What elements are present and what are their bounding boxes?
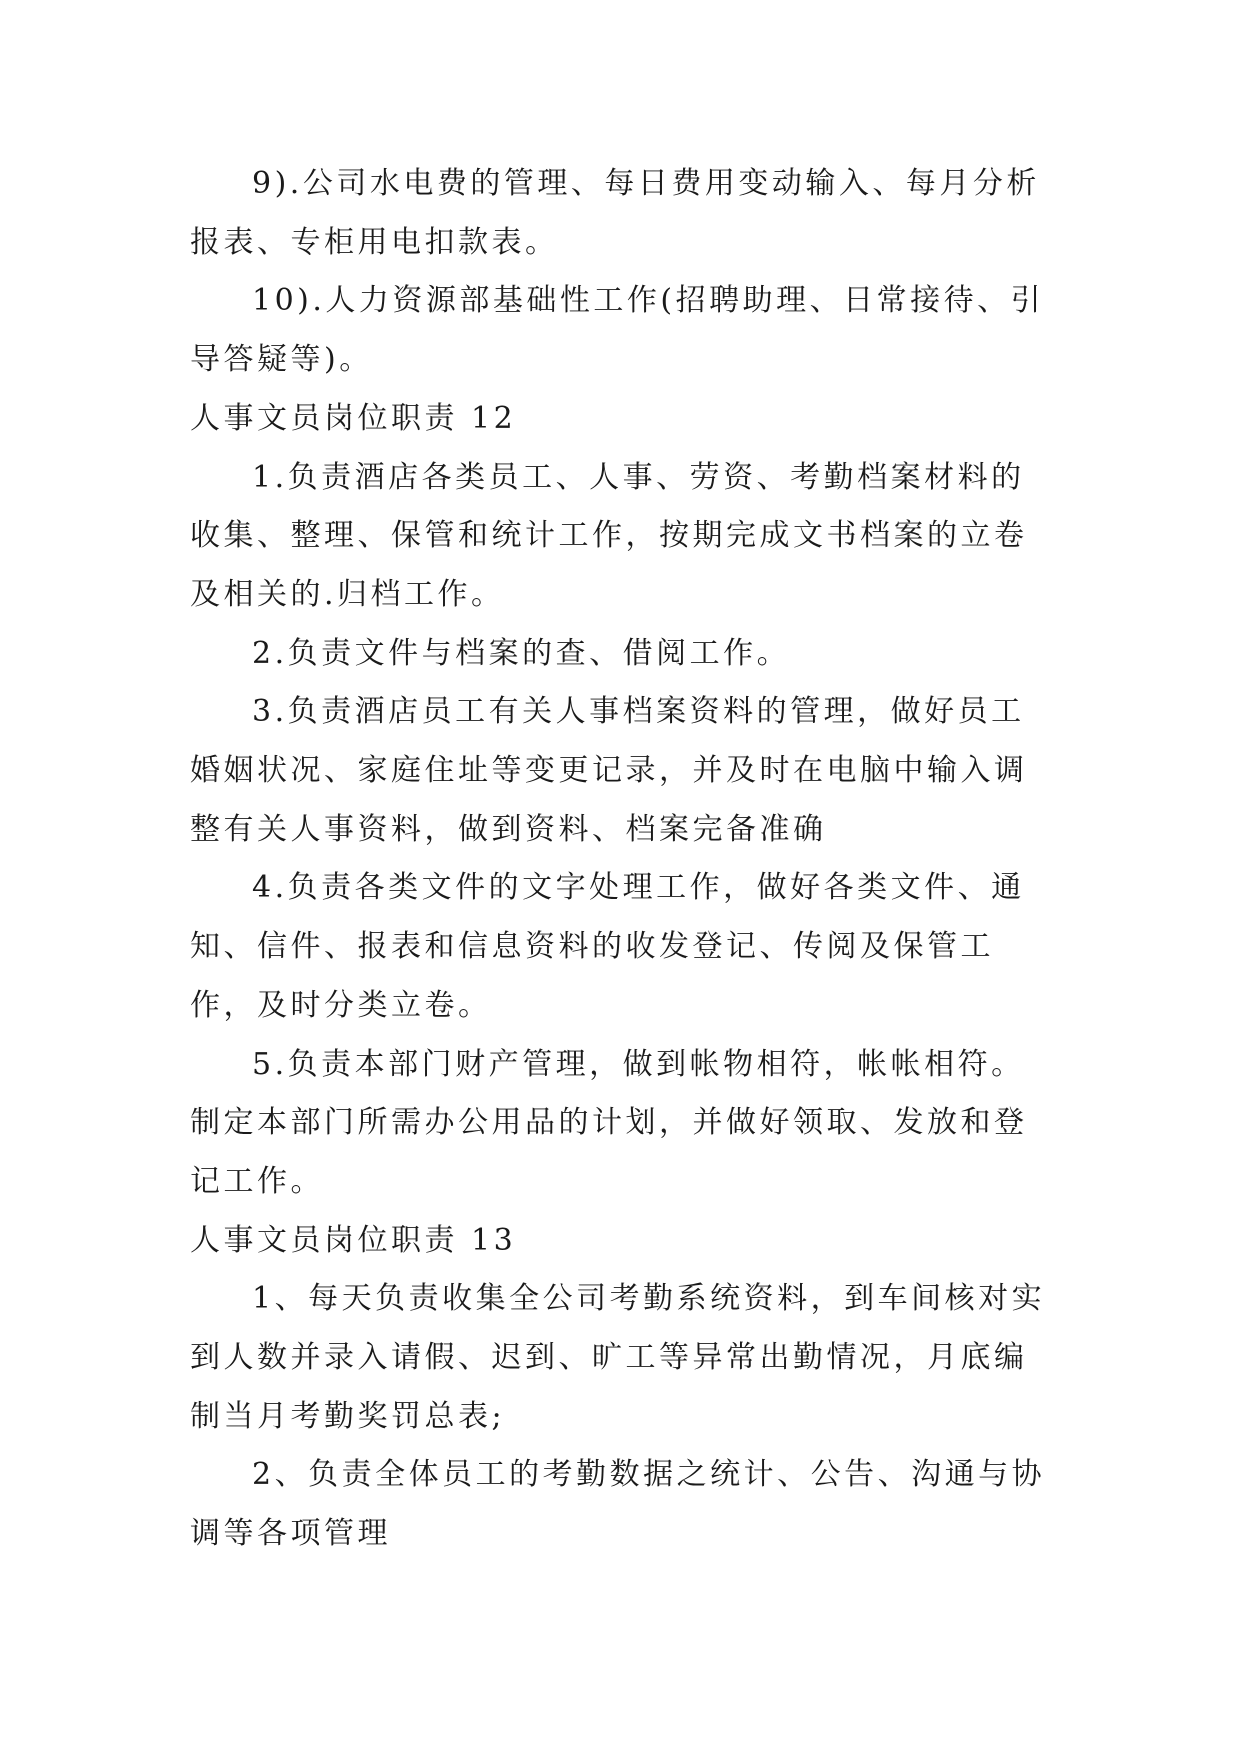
- section-heading-12: 人事文员岗位职责 12: [190, 400, 517, 436]
- paragraph-attendance-2: 2、负责全体员工的考勤数据之统计、公告、沟通与协调等各项管理: [190, 1457, 1046, 1552]
- paragraph-duty-3: 3.负责酒店员工有关人事档案资料的管理，做好员工婚姻状况、家庭住址等变更记录，并及时在电脑中输入调整有关人事资料，做到资料、档案完备准确: [190, 694, 1028, 847]
- paragraph-duty-2: 2.负责文件与档案的查、借阅工作。: [252, 635, 791, 671]
- paragraph-item-10: 10).人力资源部基础性工作(招聘助理、日常接待、引导答疑等)。: [190, 283, 1045, 378]
- paragraph-attendance-1: 1、每天负责收集全公司考勤系统资料，到车间核对实到人数并录入请假、迟到、旷工等异常出勤情况，月底编制当月考勤奖罚总表;: [190, 1281, 1046, 1434]
- section-heading-13: 人事文员岗位职责 13: [190, 1222, 517, 1258]
- paragraph-duty-5: 5.负责本部门财产管理，做到帐物相符，帐帐相符。制定本部门所需办公用品的计划，并做好领取、发放和登记工作。: [190, 1046, 1028, 1199]
- paragraph-duty-4: 4.负责各类文件的文字处理工作，做好各类文件、通知、信件、报表和信息资料的收发登记、传阅及保管工作，及时分类立卷。: [190, 870, 1025, 1023]
- paragraph-item-9: 9).公司水电费的管理、每日费用变动输入、每月分析报表、专柜用电扣款表。: [190, 166, 1040, 260]
- document-body: [190, 155, 1058, 1564]
- paragraph-duty-1: 1.负责酒店各类员工、人事、劳资、考勤档案材料的收集、整理、保管和统计工作，按期完成文书档案的立卷及相关的.归档工作。: [190, 459, 1028, 612]
